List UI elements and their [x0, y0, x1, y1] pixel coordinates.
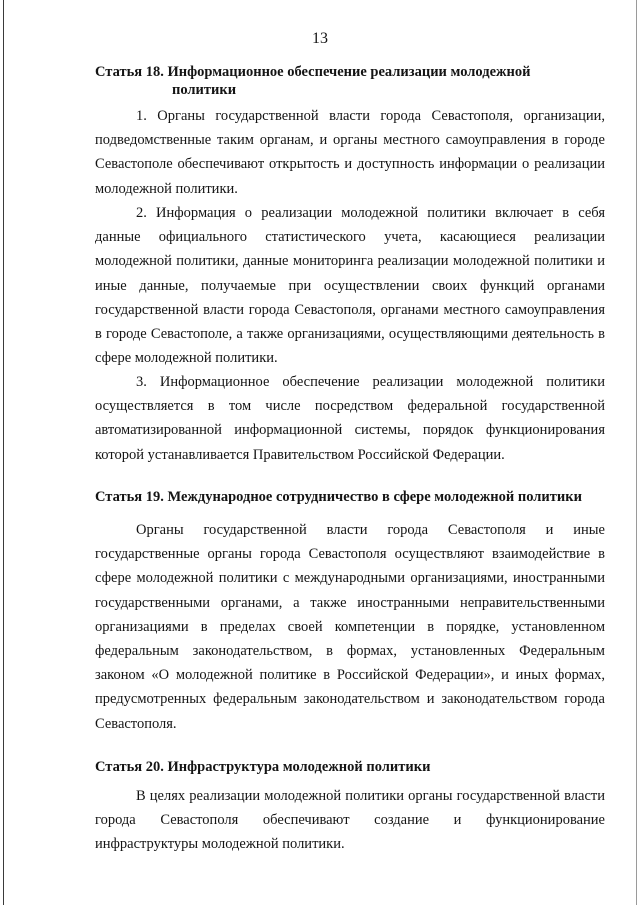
- scan-edge-right: [636, 0, 637, 905]
- article-20-paragraph-1: В целях реализации молодежной политики органы государственной власти города Севастополя обеспечивают создание и функционирование инфраструктуры молодежной политики.: [95, 788, 605, 853]
- scan-edge-left: [3, 0, 4, 905]
- article-18-paragraph-2: 2. Информация о реализации молодежной политики включает в себя данные официального статистического учета, касающиеся реализации молодежной политики, данные мониторинга реализации молодежной политики и иные данные, получаемые при осуществлении своих функций органами государственной власти города Севастополя, органами местного самоуправления в городе Севастополе, а также организациями, осуществляющими деятельность в сфере молодежной политики.: [95, 205, 605, 367]
- article-18-title: [95, 63, 555, 99]
- article-19-title: [95, 488, 615, 506]
- article-18-paragraph-1: 1. Органы государственной власти города Севастополя, организации, подведомственные таким органам, и органы местного самоуправления в городе Севастополе обеспечивают открытость и доступность информации о реализации молодежной политики.: [95, 108, 605, 197]
- article-18-title-line1: Статья 18. Информационное обеспечение реализации молодежной: [95, 64, 531, 80]
- article-19-paragraph-1: Органы государственной власти города Севастополя и иные государственные органы города Севастополя осуществляют взаимодействие в сфере молодежной политики с международными организациями, иностранными государственными органами, а также иностранными неправительственными организациями в пределах своей компетенции в порядке, установленном федеральным законодательством, в формах, установленных Федеральным законом «О молодежной политике в Российской Федерации», и иных формах, предусмотренных федеральным законодательством и законодательством города Севастополя.: [95, 522, 605, 732]
- article-19-title-line1: Статья 19. Международное сотрудничество в сфере молодежной политики: [95, 489, 582, 505]
- article-18-paragraph-3: 3. Информационное обеспечение реализации молодежной политики осуществляется в том числе посредством федеральной государственной автоматизированной информационной системы, порядок функционирования которой устанавливается Правительством Российской Федерации.: [95, 374, 605, 463]
- page-number: 13: [312, 30, 328, 47]
- article-20-title-line1: Статья 20. Инфраструктура молодежной политики: [95, 759, 431, 775]
- article-18-title-line2: политики: [172, 82, 237, 98]
- article-20-title: [95, 758, 555, 776]
